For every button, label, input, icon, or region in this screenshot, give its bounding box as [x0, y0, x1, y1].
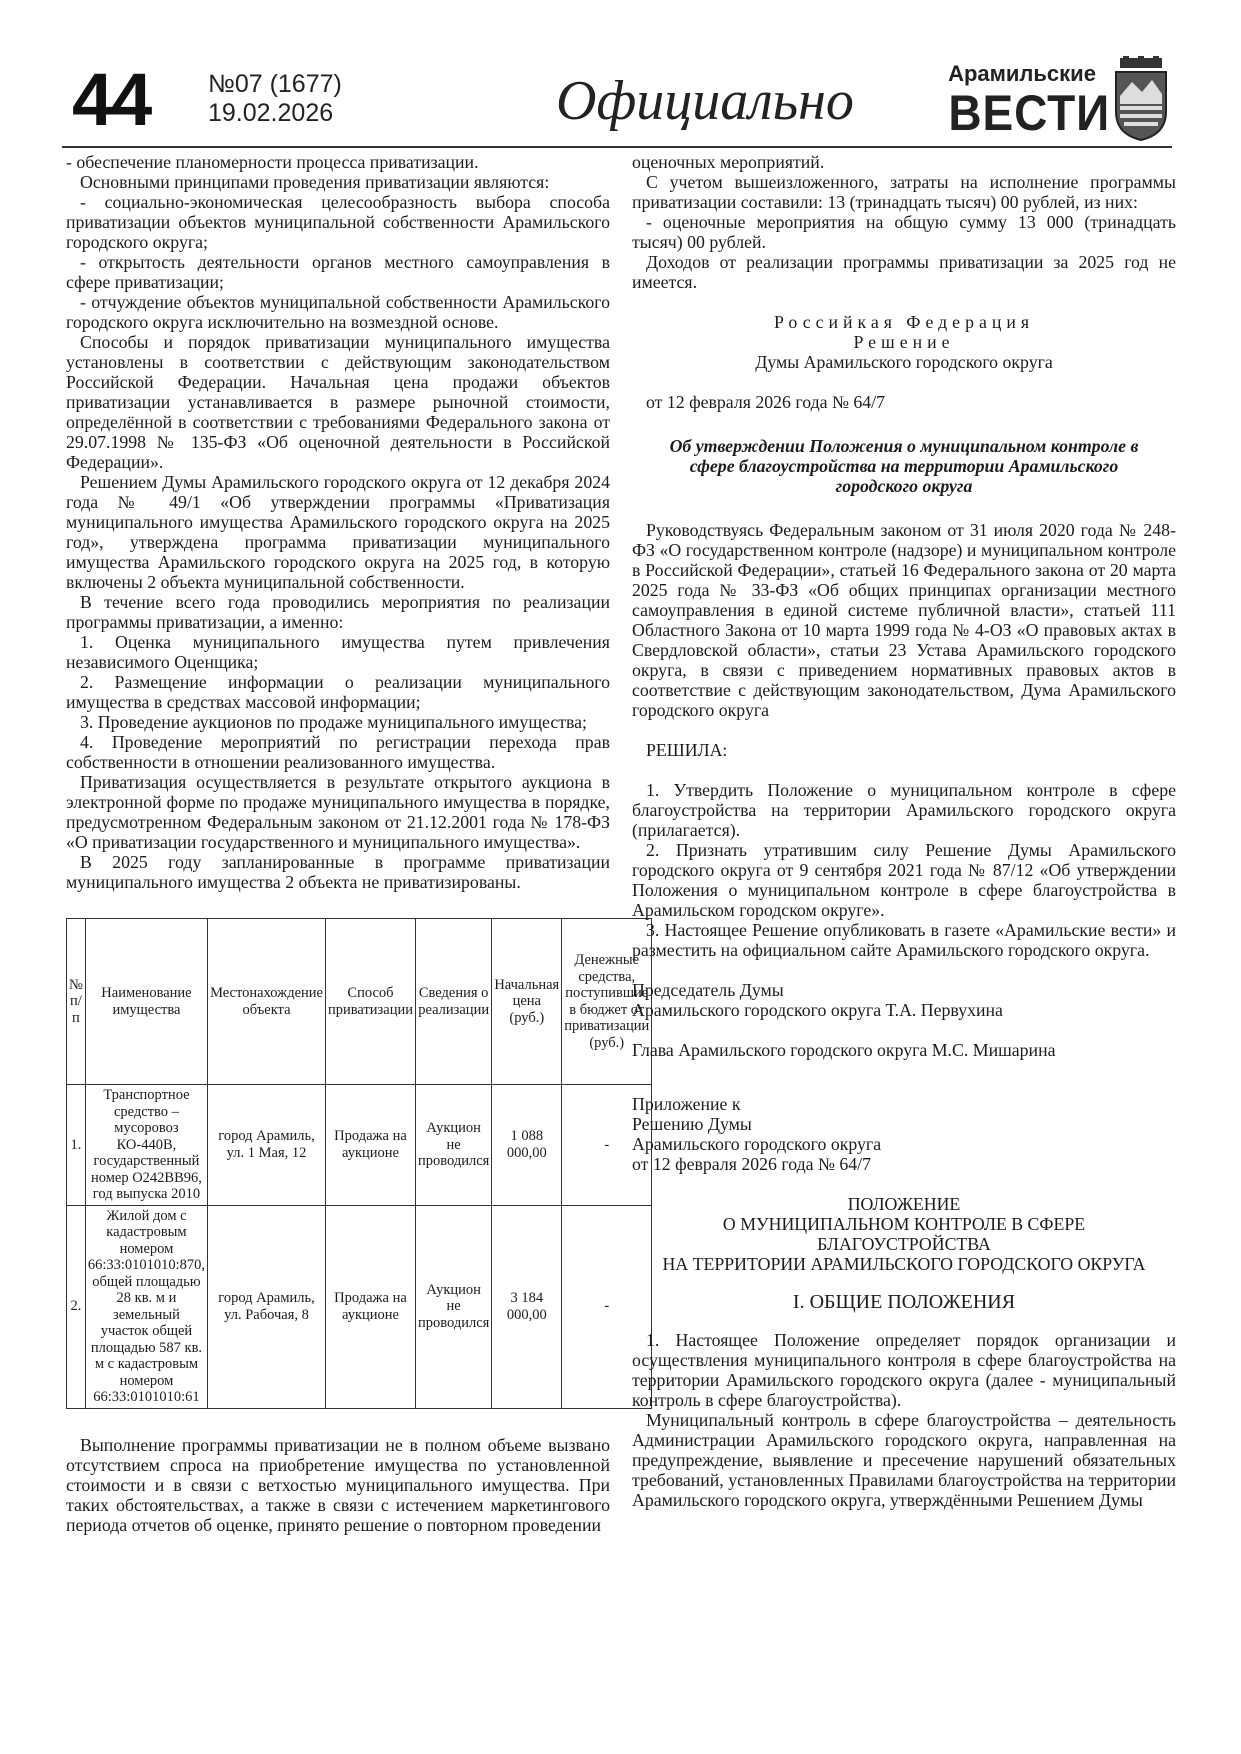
- brand-main-word: ВЕСТИ: [948, 85, 1111, 141]
- table-cell: город Арамиль, ул. 1 Мая, 12: [208, 1085, 326, 1206]
- table-cell: 1 088 000,00: [492, 1085, 562, 1206]
- paragraph: Выполнение программы приватизации не в полном объеме вызвано отсутствием спроса на приобретение имущества по установленной стоимости и в связи с ветхостью муниципального имущества. При таких обстоятельствах, а также в связи с истечением маркетингового периода отчетов об оценке, принято решение о повторном проведении: [66, 1434, 610, 1535]
- paragraph: Руководствуясь Федеральным законом от 31 июля 2020 года № 248-ФЗ «О государственном контроле (надзоре) и муниципальном контроле в Российской Федерации», статьей 16 Федерального закона от 20 марта 2025 года № 33-ФЗ «Об общих принципах организации местного самоуправления в единой системе публичной власти», статьей 111 Областного Закона от 10 марта 1999 года № 4-ОЗ «О правовых актах в Свердловской области», статьи 23 Устава Арамильского городского округа, в связи с приведением нормативных правовых актов в соответствие с действующим законодательством, Дума Арамильского городского округа: [632, 520, 1176, 720]
- appendix-note: [632, 1094, 1176, 1174]
- header-cell: Местонахождение объекта: [208, 919, 326, 1085]
- table-cell: 2.: [67, 1205, 86, 1408]
- paragraph: - оценочные мероприятия на общую сумму 13 000 (тринадцать тысяч) 00 рублей.: [632, 212, 1176, 252]
- table-row: [67, 1085, 652, 1206]
- resolved-label: РЕШИЛА:: [646, 740, 728, 760]
- decision-date: от 12 февраля 2026 года № 64/7: [646, 392, 885, 412]
- table-cell: Продажа на аукционе: [325, 1085, 415, 1206]
- appendix-line: Арамильского городского округа: [632, 1134, 882, 1154]
- decision-heading: Решение: [853, 332, 955, 352]
- appendix-line: от 12 февраля 2026 года № 64/7: [632, 1154, 871, 1174]
- issue-info: [208, 70, 342, 128]
- header-divider: [62, 146, 1172, 148]
- table-cell: -: [562, 1085, 652, 1206]
- paragraph: - отчуждение объектов муниципальной собственности Арамильского городского округа исключительно на возмездной основе.: [66, 292, 610, 332]
- brand-top-word: Арамильские: [948, 61, 1096, 86]
- paragraph: Приватизация осуществляется в результате открытого аукциона в электронной форме по продаже муниципального имущества в порядке, предусмотренном Федеральным законом от 21.12.2001 года № 178-ФЗ «О приватизации государственного и муниципального имущества».: [66, 772, 610, 852]
- paragraph: В 2025 году запланированные в программе приватизации муниципального имущества 2 объекта не приватизированы.: [66, 852, 610, 892]
- header-cell: № п/п: [67, 919, 86, 1085]
- paragraph: Основными принципами проведения приватизации являются:: [80, 172, 550, 192]
- paragraph: Доходов от реализации программы приватизации за 2025 год не имеется.: [632, 252, 1176, 292]
- header-cell: Сведения о реализации: [416, 919, 492, 1085]
- right-column: [632, 152, 1176, 1510]
- paragraph: 1. Оценка муниципального имущества путем привлечения независимого Оценщика;: [66, 632, 610, 672]
- paragraph: В течение всего года проводились мероприятия по реализации программы приватизации, а именно:: [66, 592, 610, 632]
- chapter-heading: I. ОБЩИЕ ПОЛОЖЕНИЯ: [792, 1291, 1016, 1313]
- regulation-subtitle: НА ТЕРРИТОРИИ АРАМИЛЬСКОГО ГОРОДСКОГО ОКРУГА: [662, 1254, 1146, 1274]
- header-cell: Денежные средства, поступившие в бюджет от приватизации (руб.): [562, 919, 652, 1085]
- signature-line: Глава Арамильского городского округа М.С. Мишарина: [632, 1040, 1056, 1060]
- paragraph: - обеспечение планомерности процесса приватизации.: [66, 152, 479, 172]
- paragraph: 3. Проведение аукционов по продаже муниципального имущества;: [80, 712, 587, 732]
- signatures: [632, 980, 1176, 1060]
- table-cell: -: [562, 1205, 652, 1408]
- duma-heading: Думы Арамильского городского округа: [755, 352, 1053, 372]
- newspaper-logo: [942, 61, 1111, 142]
- paragraph: оценочных мероприятий.: [632, 152, 825, 172]
- header-cell: Способ приватизации: [325, 919, 415, 1085]
- issue-date: 19.02.2026: [208, 99, 334, 127]
- decision-item-1: 1. Утвердить Положение о муниципальном контроле в сфере благоустройства на территории Арамильского городского округа (прилагается).: [632, 780, 1176, 840]
- paragraph: 2. Размещение информации о реализации муниципального имущества в средствах массовой информации;: [66, 672, 610, 712]
- regulation-subtitle: О МУНИЦИПАЛЬНОМ КОНТРОЛЕ В СФЕРЕ БЛАГОУСТРОЙСТВА: [722, 1214, 1086, 1254]
- privatization-table: [66, 918, 652, 1409]
- table-cell: Жилой дом с кадастровым номером 66:33:0101010:870, общей площадью 28 кв. м и земельный участок общей площадью 587 кв. м с кадастровым номером 66:33:0101010:61: [85, 1205, 207, 1408]
- table-cell: 3 184 000,00: [492, 1205, 562, 1408]
- table-header-row: [67, 919, 652, 1085]
- federation-heading: Российкая Федерация: [773, 312, 1035, 332]
- table-cell: 1.: [67, 1085, 86, 1206]
- page-number: 44: [72, 58, 151, 141]
- appendix-line: Решению Думы: [632, 1114, 752, 1134]
- signature-line: Арамильского городского округа Т.А. Первухина: [632, 1000, 1003, 1020]
- page-header: [62, 56, 1172, 142]
- issue-number: №07 (1677): [208, 70, 342, 98]
- paragraph: Муниципальный контроль в сфере благоустройства – деятельность Администрации Арамильского городского округа, направленная на предупреждение, выявление и пресечение нарушений обязательных требований, установленных Правилами благоустройства на территории Арамильского городского округа, утверждёнными Решением Думы: [632, 1410, 1176, 1510]
- paragraph: - открытость деятельности органов местного самоуправления в сфере приватизации;: [66, 252, 610, 292]
- header-cell: Наименование имущества: [85, 919, 207, 1085]
- table-cell: Транспортное средство – мусоровоз КО-440В, государственный номер О242ВВ96, год выпуска 2010: [85, 1085, 207, 1206]
- decision-item-3: 3. Настоящее Решение опубликовать в газете «Арамильские вести» и разместить на официальном сайте Арамильского городского округа.: [632, 920, 1176, 960]
- regulation-title: ПОЛОЖЕНИЕ: [847, 1194, 961, 1214]
- paragraph: 1. Настоящее Положение определяет порядок организации и осуществления муниципального контроля в сфере благоустройства на территории Арамильского городского округа (далее - муниципальный контроль в сфере благоустройства).: [632, 1330, 1176, 1410]
- privatization-table-wrapper: [66, 918, 650, 1409]
- table-cell: Аукцион не проводился: [416, 1085, 492, 1206]
- section-title: Официально: [556, 70, 854, 132]
- left-column: [66, 152, 650, 1535]
- signature-line: Председатель Думы: [632, 980, 784, 1000]
- paragraph: С учетом вышеизложенного, затраты на исполнение программы приватизации составили: 13 (тринадцать тысяч) 00 рублей, из них:: [632, 172, 1176, 212]
- paragraph: Способы и порядок приватизации муниципального имущества установлены в соответствии с действующим законодательством Российской Федерации. Начальная цена продажи объектов приватизации устанавливается в размере рыночной стоимости, определённой в соответствии с требованиями Федерального закона от 29.07.1998 № 135-ФЗ «Об оценочной деятельности в Российской Федерации».: [66, 332, 610, 472]
- decision-item-2: 2. Признать утратившим силу Решение Думы Арамильского городского округа от 9 сентября 2021 года № 87/12 «Об утверждении Положения о муниципальном контроле в сфере благоустройства в Арамильском городском округе».: [632, 840, 1176, 920]
- paragraph: - социально-экономическая целесообразность выбора способа приватизации объектов муниципальной собственности Арамильского городского округа;: [66, 192, 610, 252]
- paragraph: 4. Проведение мероприятий по регистрации перехода прав собственности в отношении реализованного имущества.: [66, 732, 610, 772]
- table-row: [67, 1205, 652, 1408]
- appendix-line: Приложение к: [632, 1094, 741, 1114]
- table-cell: город Арамиль, ул. Рабочая, 8: [208, 1205, 326, 1408]
- table-cell: Продажа на аукционе: [325, 1205, 415, 1408]
- coat-of-arms-icon: [1112, 56, 1170, 142]
- paragraph: Решением Думы Арамильского городского округа от 12 декабря 2024 года № 49/1 «Об утверждении программы «Приватизация муниципального имущества Арамильского городского округа на 2025 год», утверждена программа приватизации муниципального имущества Арамильского городского округа на 2025 год, в которую включены 2 объекта муниципальной собственности.: [66, 472, 610, 592]
- table-cell: Аукцион не проводился: [416, 1205, 492, 1408]
- decision-title: Об утверждении Положения о муниципальном контроле в сфере благоустройства на территории Арамильского городского округа: [669, 436, 1139, 496]
- header-cell: Начальная цена (руб.): [492, 919, 562, 1085]
